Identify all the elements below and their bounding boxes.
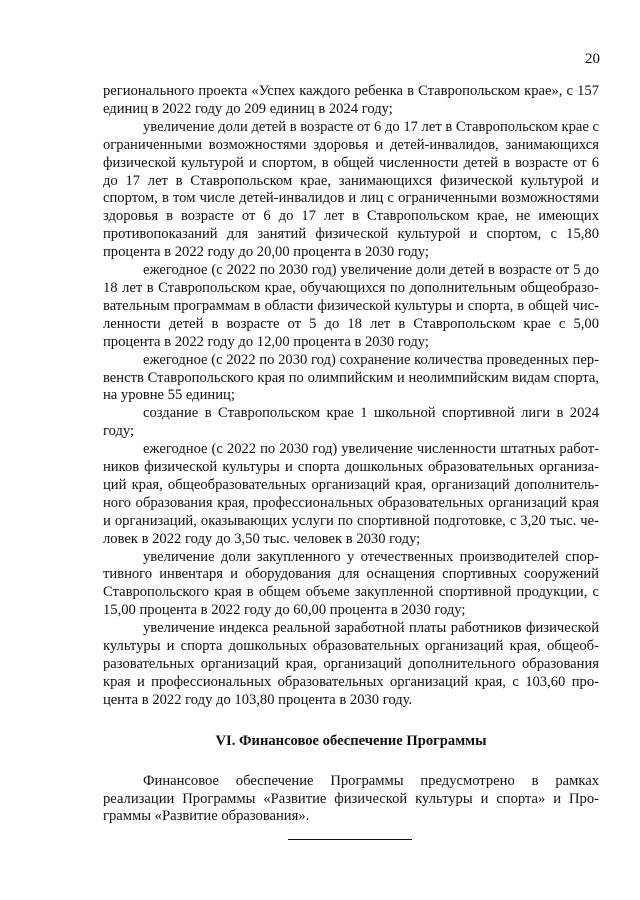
paragraph-1: регионального проекта «Успех каждого ребенка в Ставропольском крае», с 157 единиц в 2022 году до 209 единиц в 2024 году; xyxy=(103,83,599,117)
paragraph-4: ежегодное (с 2022 по 2030 год) сохранение количества проведенных первенств Ставропольского края по олимпийским и неолимпийским видам спорта, на уровне 55 единиц; xyxy=(103,351,599,404)
document-body xyxy=(103,83,599,826)
paragraph-8: увеличение индекса реальной заработной платы работников физической культуры и спорта дошкольных образовательных организаций края, общеобразовательных организаций края, организаций дополнительного образования края и профессиональных образовательных организаций края, с 103,60 процента в 2022 году до 103,80 процента в 2030 году. xyxy=(103,620,599,708)
paragraph-2: увеличение доли детей в возрасте от 6 до 17 лет в Ставропольском крае с ограниченными возможностями здоровья и детей-инвалидов, занимающихся физической культурой и спортом, в общей численности детей в возрасте от 6 до 17 лет в Ставропольском крае, занимающихся физической культурой и спортом, в том числе детей-инвалидов и лиц с ограниченными возможностями здоровья в возрасте от 6 до 17 лет в Ставропольском крае, не имеющих противопоказаний для занятий физической культурой и спортом, с 15,80 процента в 2022 году до 20,00 процента в 2030 году; xyxy=(103,118,599,261)
paragraph-5: создание в Ставропольском крае 1 школьной спортивной лиги в 2024 году; xyxy=(103,405,599,440)
closing-divider xyxy=(288,839,412,840)
paragraph-6: ежегодное (с 2022 по 2030 год) увеличение численности штатных работников физической культуры и спорта дошкольных образовательных организаций края, общеобразовательных организаций края, организаций дополнительного образования края, профессиональных образовательных организаций края и организаций, оказывающих услуги по спортивной подготовке, с 3,20 тыс. человек в 2022 году до 3,50 тыс. человек в 2030 году; xyxy=(103,441,599,547)
paragraph-7: увеличение доли закупленного у отечественных производителей спортивного инвентаря и оборудования для оснащения спортивных сооружений Ставропольского края в общем объеме закупленной спортивной продукции, с 15,00 процента в 2022 году до 60,00 процента в 2030 году; xyxy=(103,548,599,619)
page-number: 20 xyxy=(585,51,600,67)
section-paragraph: Финансовое обеспечение Программы предусмотрено в рамках реализации Программы «Развитие физической культуры и спорта» и Программы «Развитие образования». xyxy=(103,772,599,825)
section-heading: VI. Финансовое обеспечение Программы xyxy=(215,732,487,749)
paragraph-3: ежегодное (с 2022 по 2030 год) увеличение доли детей в возрасте от 5 до 18 лет в Ставропольском крае, обучающихся по дополнительным общеобразовательным программам в области физической культуры и спорта, в общей численности детей в возрасте от 5 до 18 лет в Ставропольском крае с 5,00 процента в 2022 году до 12,00 процента в 2030 году; xyxy=(103,262,599,350)
